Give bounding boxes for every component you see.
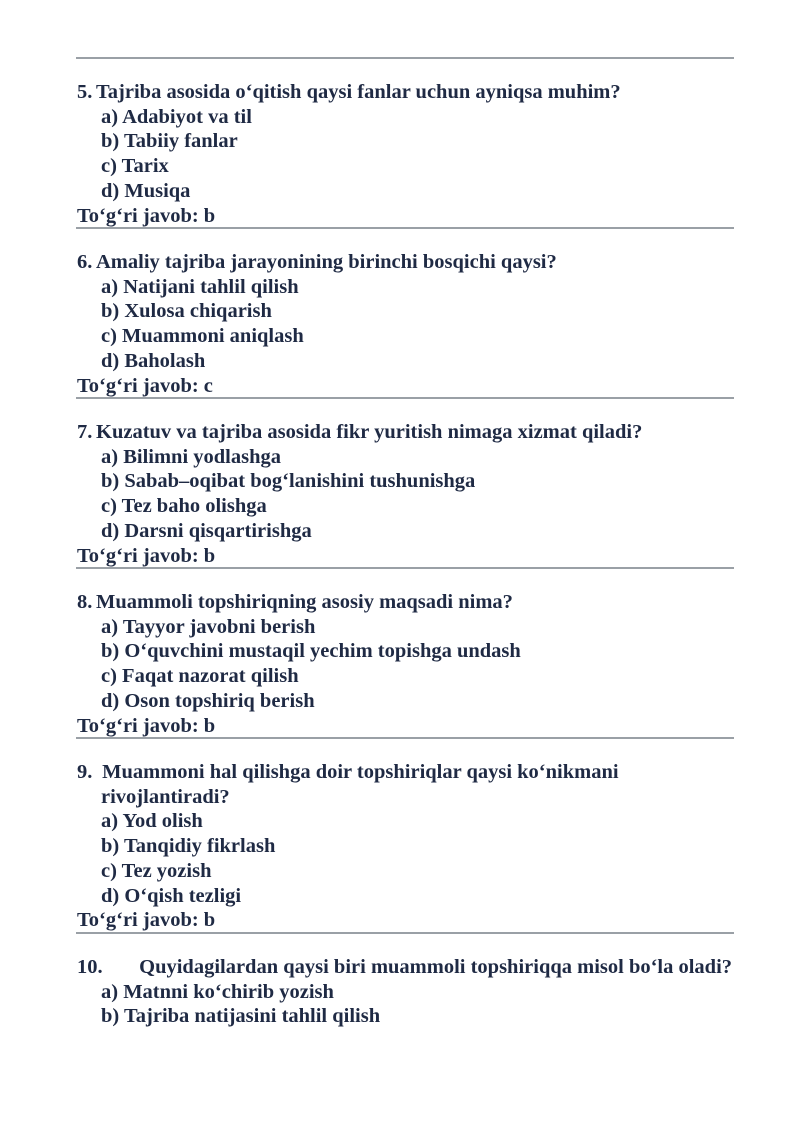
- question-text: Kuzatuv va tajriba asosida fikr yuritish nimaga xizmat qiladi?: [96, 421, 643, 443]
- question-text: Muammoni hal qilishga doir topshiriqlar qaysi ko‘nikmani rivojlantiradi?: [101, 761, 619, 808]
- option-b: b) Xulosa chiqarish: [101, 300, 272, 323]
- options-list: [101, 615, 737, 714]
- option-d: d) Oson topshiriq berish: [101, 689, 315, 712]
- divider: [76, 397, 734, 399]
- options-list: [101, 445, 737, 544]
- option-c: c) Faqat nazorat qilish: [101, 665, 299, 688]
- option-a: a) Bilimni yodlashga: [101, 445, 281, 468]
- option-a: a) Tayyor javobni berish: [101, 615, 316, 638]
- divider: [76, 57, 734, 59]
- option-c: c) Tez baho olishga: [101, 495, 267, 518]
- question-number: 9.: [77, 761, 93, 783]
- option-c: c) Tarix: [101, 155, 169, 178]
- option-d: d) Baholash: [101, 349, 206, 372]
- options-list: [101, 105, 737, 204]
- option-c: c) Tez yozish: [101, 859, 212, 882]
- option-b: b) Tajriba natijasini tahlil qilish: [101, 1005, 381, 1028]
- question-8: [77, 590, 737, 738]
- divider: [76, 567, 734, 569]
- question-number: 6.: [77, 251, 93, 273]
- option-d: d) Darsni qisqartirishga: [101, 519, 312, 542]
- option-d: d) Musiqa: [101, 179, 191, 202]
- divider: [76, 227, 734, 229]
- question-text: Quyidagilardan qaysi biri muammoli topshiriqqa misol bo‘la oladi?: [139, 956, 733, 978]
- question-stem: [77, 80, 737, 105]
- divider: [76, 737, 734, 739]
- options-list: [101, 275, 737, 374]
- question-number: 10.: [77, 956, 103, 978]
- option-a: a) Adabiyot va til: [101, 105, 252, 128]
- divider: [76, 932, 734, 934]
- option-b: b) Sabab–oqibat bog‘lanishini tushunishga: [101, 470, 476, 493]
- question-7: [77, 420, 737, 568]
- option-b: b) Tanqidiy fikrlash: [101, 835, 276, 858]
- question-6: [77, 250, 737, 398]
- question-number: 7.: [77, 421, 93, 443]
- option-b: b) O‘quvchini mustaqil yechim topishga undash: [101, 640, 521, 663]
- options-list: [101, 809, 737, 908]
- question-stem: [77, 590, 737, 615]
- question-text: Amaliy tajriba jarayonining birinchi bosqichi qaysi?: [96, 251, 557, 273]
- question-number: 5.: [77, 81, 93, 103]
- option-a: a) Natijani tahlil qilish: [101, 275, 299, 298]
- question-stem: [77, 760, 701, 809]
- question-stem: [77, 955, 737, 980]
- option-a: a) Matnni ko‘chirib yozish: [101, 980, 334, 1003]
- correct-answer: To‘g‘ri javob: b: [77, 909, 216, 932]
- options-list: [101, 980, 737, 1029]
- question-text: Muammoli topshiriqning asosiy maqsadi nima?: [96, 591, 513, 613]
- option-a: a) Yod olish: [101, 810, 203, 833]
- question-number: 8.: [77, 591, 93, 613]
- question-9: [77, 760, 737, 933]
- question-10: [77, 955, 737, 1029]
- question-5: [77, 80, 737, 228]
- option-c: c) Muammoni aniqlash: [101, 325, 304, 348]
- correct-answer: To‘g‘ri javob: b: [77, 714, 216, 737]
- question-text: Tajriba asosida o‘qitish qaysi fanlar uchun ayniqsa muhim?: [96, 81, 621, 103]
- correct-answer: To‘g‘ri javob: c: [77, 374, 213, 397]
- option-d: d) O‘qish tezligi: [101, 884, 242, 907]
- correct-answer: To‘g‘ri javob: b: [77, 544, 216, 567]
- question-stem: [77, 420, 737, 445]
- correct-answer: To‘g‘ri javob: b: [77, 204, 216, 227]
- option-b: b) Tabiiy fanlar: [101, 130, 238, 153]
- question-stem: [77, 250, 737, 275]
